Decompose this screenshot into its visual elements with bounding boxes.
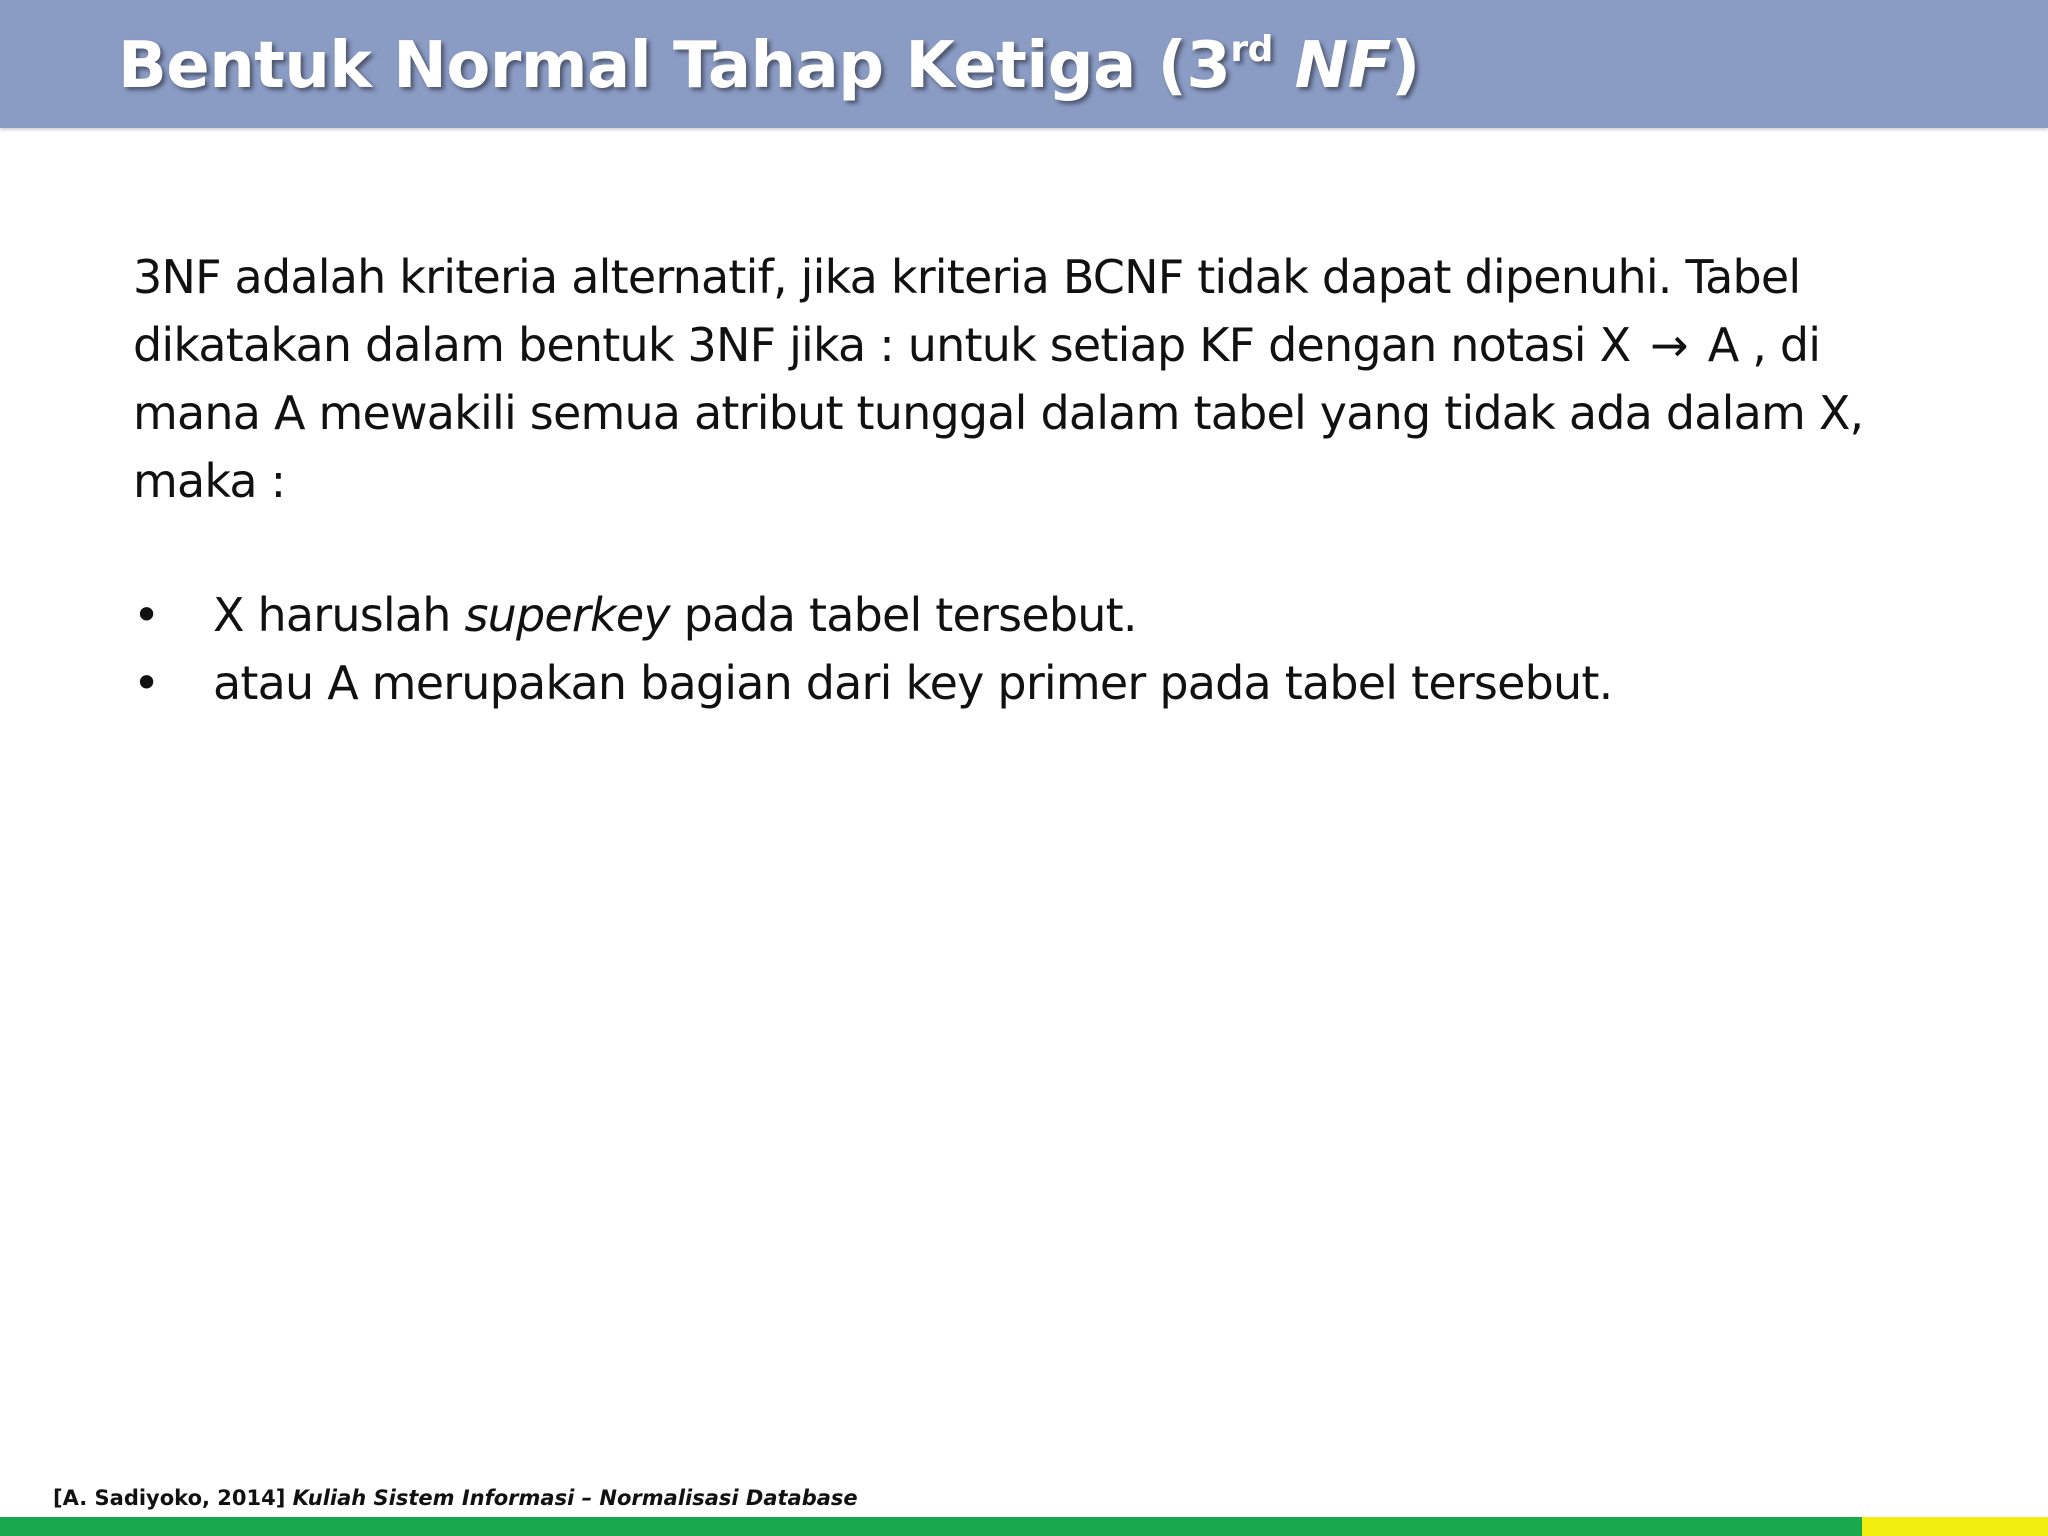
title-text-prefix: Bentuk Normal Tahap Ketiga (3 [118,29,1231,103]
title-italic-nf: NF [1294,29,1391,103]
title-space [1273,29,1295,103]
bullet-icon: • [133,656,160,710]
definition-text-part1: 3NF adalah kriteria alternatif, jika kriteria BCNF tidak dapat dipenuhi. Tabel dikatakan dalam bentuk 3NF jika : untuk setiap KF dengan notasi X [133,250,1801,372]
condition-list [133,581,1933,717]
footer-author-year: [A. Sadiyoko, 2014] [53,1486,293,1510]
footer-citation [53,1484,858,1512]
title-bar [0,0,2048,128]
definition-paragraph [133,243,1933,515]
bullet-text: atau A merupakan bagian dari key primer pada tabel tersebut. [213,656,1613,710]
list-item [133,581,1933,649]
bullet-text-after: pada tabel tersebut. [669,588,1137,642]
right-arrow-icon: → [1650,318,1688,372]
definition-text-part2: A , di mana A mewakili semua atribut tunggal dalam tabel yang tidak ada dalam X, maka : [133,318,1864,508]
bottom-yellow-accent [1862,1517,2048,1536]
bottom-green-bar [0,1517,1862,1536]
title-text-suffix: ) [1390,29,1420,103]
slide-title [118,22,1420,110]
title-superscript: rd [1230,28,1273,70]
bullet-text-before: X haruslah [213,588,465,642]
bullet-text-superkey: superkey [464,588,670,642]
footer-course-title: Kuliah Sistem Informasi – Normalisasi Database [292,1486,858,1510]
list-item [133,649,1933,717]
bullet-icon: • [133,588,160,642]
